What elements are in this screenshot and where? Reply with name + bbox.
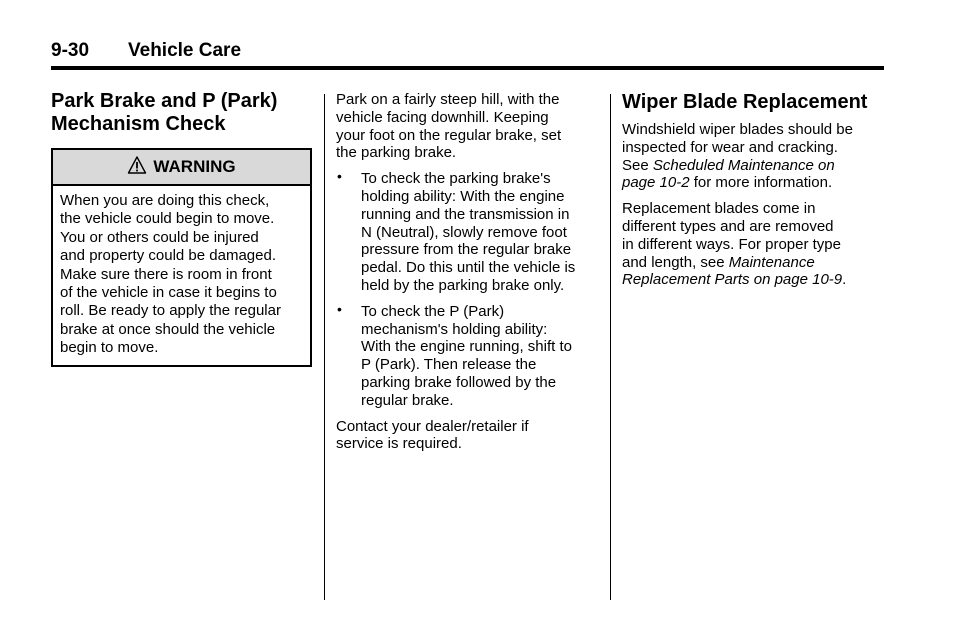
cross-reference-link[interactable]: Scheduled Maintenance on <box>652 156 835 174</box>
warning-line: of the vehicle in case it begins to <box>60 284 277 302</box>
page-number: 9-30 <box>51 40 90 61</box>
warning-line: begin to move. <box>60 339 159 357</box>
paragraph <box>622 121 884 192</box>
bullet-marker: • <box>337 300 342 317</box>
text-line: Contact your dealer/retailer if <box>336 417 529 435</box>
warning-line: the vehicle could begin to move. <box>60 210 275 228</box>
warning-line: Make sure there is room in front <box>60 265 272 283</box>
heading-line: Park Brake and P (Park) <box>51 90 278 112</box>
bullet-list <box>336 170 598 409</box>
text-line: held by the parking brake only. <box>361 276 565 294</box>
text-line: parking brake followed by the <box>361 373 557 391</box>
text-line: inspected for wear and cracking. <box>622 138 838 156</box>
text-line: Park on a fairly steep hill, with the <box>336 91 560 108</box>
text-line: pressure from the regular brake <box>361 241 572 259</box>
text-fragment: and length, see <box>622 253 729 271</box>
text-line: P (Park). Then release the <box>361 356 537 374</box>
text-line: running and the transmission in <box>361 205 570 223</box>
cross-reference-link[interactable]: page 10-2 <box>622 174 690 192</box>
warning-line: roll. Be ready to apply the regular <box>60 302 281 320</box>
text-line: regular brake. <box>361 391 454 409</box>
text-line: your foot on the regular brake, set <box>336 126 562 144</box>
warning-line: You or others could be injured <box>60 228 259 246</box>
warning-line: When you are doing this check, <box>60 192 270 209</box>
text-line: service is required. <box>336 435 462 453</box>
column-divider <box>610 94 611 600</box>
text-fragment: for more information. <box>689 174 833 192</box>
section-heading-wiper-blade: Wiper Blade Replacement <box>622 91 868 113</box>
column-2 <box>336 91 598 461</box>
text-line: Windshield wiper blades should be <box>622 121 853 138</box>
warning-label: WARNING <box>153 157 236 176</box>
list-item <box>336 300 598 410</box>
bullet-marker: • <box>337 168 342 185</box>
exclamation-warning-icon <box>127 155 147 180</box>
text-fragment: . <box>842 271 847 289</box>
column-divider <box>324 94 325 600</box>
paragraph <box>622 200 884 289</box>
warning-line: brake at once should the vehicle <box>60 320 276 338</box>
text-line: To check the P (Park) <box>361 302 505 320</box>
warning-box <box>51 148 312 367</box>
text-line: different types and are removed <box>622 217 834 235</box>
outro-paragraph <box>336 418 598 454</box>
section-heading-park-brake <box>51 90 312 136</box>
text-fragment: See <box>622 156 653 174</box>
warning-body <box>53 186 310 365</box>
text-line: mechanism's holding ability: <box>361 320 548 338</box>
warning-header <box>53 150 310 186</box>
intro-paragraph <box>336 91 598 162</box>
section-title: Vehicle Care <box>128 40 242 61</box>
text-line: Replacement blades come in <box>622 200 816 218</box>
heading-line: Mechanism Check <box>51 113 226 135</box>
text-line: pedal. Do this until the vehicle is <box>361 259 576 277</box>
column-3 <box>622 91 884 297</box>
list-item <box>336 170 598 295</box>
column-1 <box>51 90 312 367</box>
text-line: N (Neutral), slowly remove foot <box>361 223 567 241</box>
text-line: vehicle facing downhill. Keeping <box>336 108 549 126</box>
cross-reference-link[interactable]: Replacement Parts on page 10-9 <box>622 271 843 289</box>
text-line: To check the parking brake's <box>361 170 551 188</box>
text-line: the parking brake. <box>336 144 457 162</box>
cross-reference-link[interactable]: Maintenance <box>728 253 815 271</box>
text-line: With the engine running, shift to <box>361 338 572 356</box>
page-header <box>51 40 884 70</box>
warning-line: and property could be damaged. <box>60 247 276 265</box>
text-line: in different ways. For proper type <box>622 235 841 253</box>
text-line: holding ability: With the engine <box>361 187 565 205</box>
